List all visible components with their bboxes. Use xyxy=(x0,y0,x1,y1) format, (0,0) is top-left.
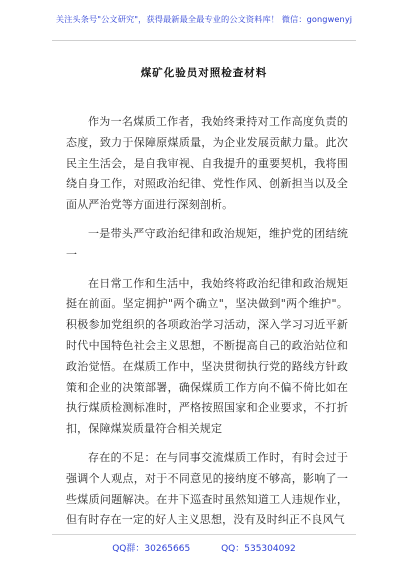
header-banner: 关注头条号"公文研究"，获得最新最全最专业的公文资料库！ 微信：gongwenyj xyxy=(55,14,353,24)
header-divider xyxy=(52,40,356,41)
paragraph-intro: 作为一名煤质工作者，我始终秉持对工作高度负责的态度，致力于保障原煤质量，为企业发展贡献力量。此次民主生活会，是自我审视、自我提升的重要契机，我将围绕自身工作，对照政治纪律、党性作风、创新担当以及全面从严治党等方面进行深刻剖析。 xyxy=(66,115,348,212)
paragraph-section-heading: 一是带头严守政治纪律和政治规矩，维护党的团结统一 xyxy=(66,226,348,261)
document-body xyxy=(66,112,348,539)
footer-contacts xyxy=(0,541,408,554)
footer-divider xyxy=(52,534,356,535)
paragraph-shortcomings: 存在的不足：在与同事交流煤质工作时，有时会过于强调个人观点，对于不同意见的接纳度不够高，影响了一些煤质问题解决。在井下巡查时虽然知道工人违规作业，但有时存在一定的好人主义思想，没有及时纠正不良风气 xyxy=(66,450,348,527)
paragraph-practice: 在日常工作和生活中，我始终将政治纪律和政治规矩挺在前面。坚定拥护"两个确立"，坚决做到"两个维护"。积极参加党组织的各项政治学习活动，深入学习习近平新时代中国特色社会主义思想，不断提高自己的政治站位和政治觉悟。在煤质工作中，坚决贯彻执行党的路线方针政策和企业的决策部署，确保煤质工作方向不偏不倚比如在执行煤质检测标准时，严格按照国家和企业要求，不打折扣，保障煤炭质量符合相关规定 xyxy=(66,276,348,436)
footer-qq: QQ：535304092 xyxy=(221,544,296,554)
footer-qq-group: QQ群：30265665 xyxy=(112,544,191,554)
document-title: 煤矿化验员对照检查材料 xyxy=(140,67,268,79)
